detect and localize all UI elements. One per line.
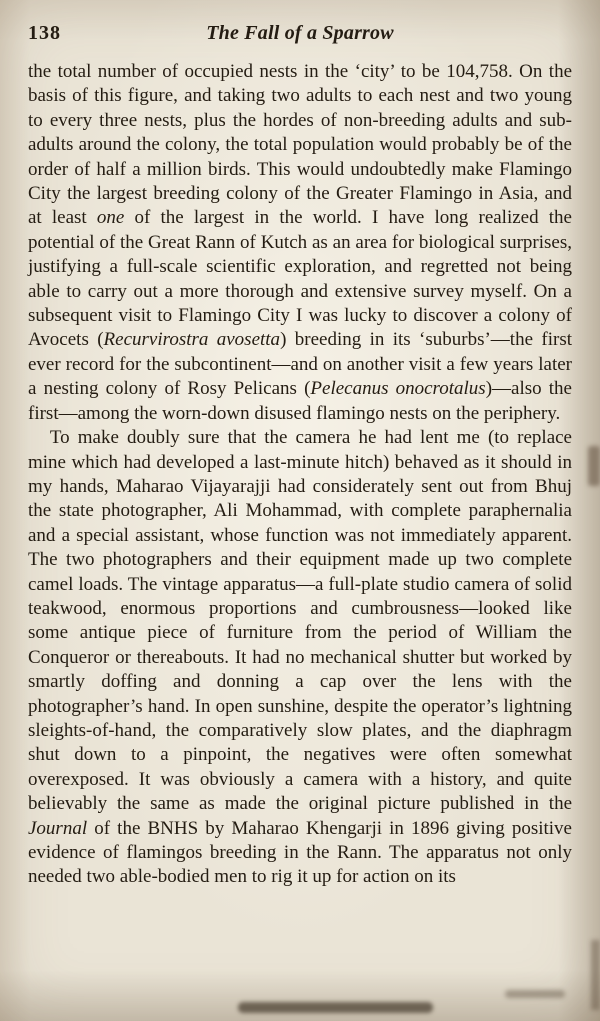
paragraph bbox=[28, 60, 572, 426]
scan-smudge-bottom bbox=[238, 1002, 433, 1013]
body-text-segment: of the BNHS by Maharao Khengarji in 1896 giving positive evidence of flamingos breeding in the Rann. The apparatus not only needed two able-bodied men to rig it up for action on its bbox=[28, 817, 572, 888]
body-text-segment: )—also the first—among the worn-down disused flamingo nests on the periphery. bbox=[28, 378, 572, 424]
scan-smudge-bottom-right bbox=[505, 990, 565, 998]
body-text-segment: the total number of occupied nests in the ‘city’ to be 104,758. On the basis of this figure, and taking two adults to each nest and two young to every three nests, plus the hordes of non-breeding adults and sub-adults around the colony, the total population would probably be of the order of half a million birds. This would undoubtedly make Flamingo City the largest breeding colony of the Greater Flamingo in Asia, and at least bbox=[28, 61, 572, 229]
italic-text: Pelecanus onocrotalus bbox=[310, 378, 486, 400]
running-title: The Fall of a Sparrow bbox=[206, 22, 394, 44]
page-body bbox=[28, 60, 572, 890]
body-text-segment: To make doubly sure that the camera he had lent me (to replace mine which had developed a last-minute hitch) behaved as it should in my hands, Maharao Vijayarajji had considerately sent out from Bhuj the state photographer, Ali Mohammad, with complete paraphernalia and a special assistant, whose function was not immediately apparent. The two photographers and their equipment made up two complete camel loads. The vintage apparatus—a full-plate studio camera of solid teakwood, enormous proportions and cumbrousness—looked like some antique piece of furniture from the period of William the Conqueror or thereabouts. It had no mechanical shutter but worked by smartly doffing and donning a cap over the lens with the photographer’s hand. In open sunshine, despite the operator’s lightning sleights-of-hand, the comparatively slow plates, and the diaphragm shut down to a pinpoint, the negatives were often somewhat overexposed. It was obviously a camera with a history, and quite believably the same as made the original picture published in the bbox=[28, 427, 572, 815]
body-text-segment: of the largest in the world. I have long realized the potential of the Great Rann of Kutch as an area for biological surprises, justifying a full-scale scientific exploration, and regretted not being able to carry out a more thorough and extensive survey myself. On a subsequent visit to Flamingo City I was lucky to discover a colony of Avocets ( bbox=[28, 207, 572, 351]
italic-text: Journal bbox=[28, 817, 88, 839]
italic-text: Recurvirostra avosetta bbox=[103, 329, 281, 351]
page-header bbox=[28, 22, 572, 50]
italic-text: one bbox=[96, 207, 125, 229]
body-text-segment: ) breeding in its ‘suburbs’—the first ever record for the subcontinent—and on another visit a few years later a nesting colony of Rosy Pelicans ( bbox=[28, 329, 572, 400]
scan-smudge-right-low bbox=[591, 940, 600, 1010]
page-number: 138 bbox=[28, 22, 61, 44]
paragraph bbox=[28, 426, 572, 890]
scan-smudge-right-mid bbox=[588, 446, 600, 486]
